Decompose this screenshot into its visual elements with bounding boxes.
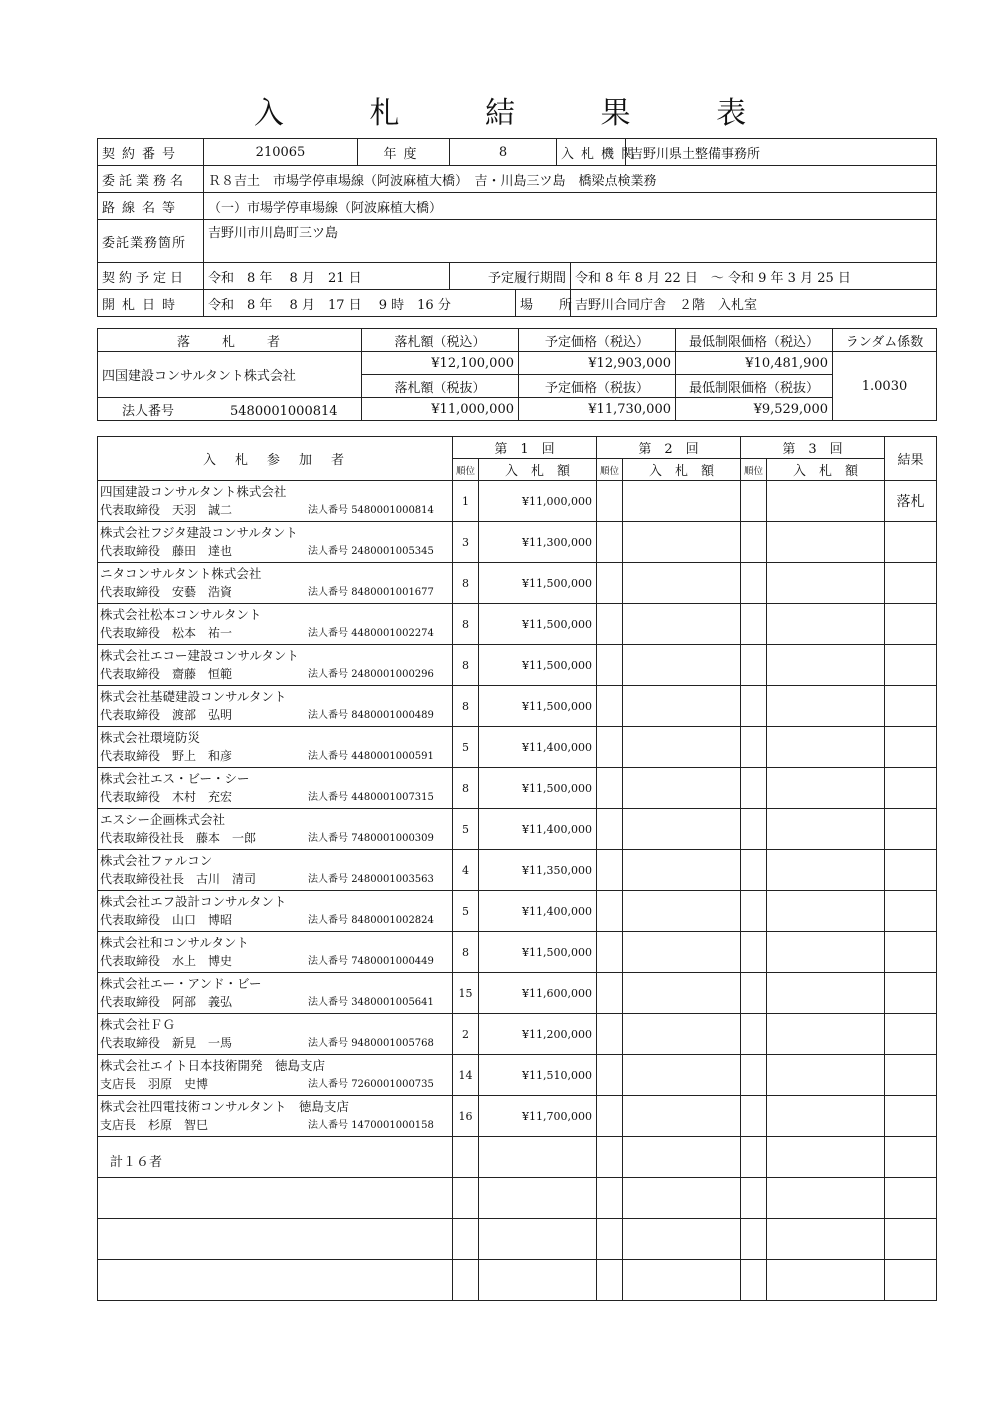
contract-no-label: 契約番号 xyxy=(98,139,204,166)
participant-cell xyxy=(98,645,453,686)
round3-amount xyxy=(767,891,885,932)
corp-number-value: 2480001003563 xyxy=(351,874,434,885)
table-row xyxy=(98,973,937,1014)
result-cell xyxy=(885,727,937,768)
corp-number xyxy=(308,829,434,848)
round3-amount xyxy=(767,1014,885,1055)
round3-rank xyxy=(741,850,767,891)
company-name: 株式会社エイト日本技術開発 徳島支店 xyxy=(100,1058,326,1073)
result-cell xyxy=(885,932,937,973)
round1-rank: 8 xyxy=(453,932,479,973)
corp-number-value: 4480001007315 xyxy=(351,792,434,803)
representative-name: 代表取締役 野上 和彦 xyxy=(100,749,233,763)
location-value: 吉野川市川島町三ツ島 xyxy=(204,220,937,263)
round2-rank xyxy=(597,973,623,1014)
round1-rank: 4 xyxy=(453,850,479,891)
round2-rank xyxy=(597,850,623,891)
result-cell xyxy=(885,686,937,727)
representative-name: 代表取締役 天羽 誠二 xyxy=(100,503,233,517)
corp-number-value: 1470001000158 xyxy=(351,1120,434,1131)
representative xyxy=(100,870,450,889)
opening-label: 開札日時 xyxy=(98,290,204,317)
round1-rank: 8 xyxy=(453,686,479,727)
winner-name: 四国建設コンサルタント株式会社 xyxy=(98,352,362,398)
round3-rank xyxy=(741,563,767,604)
participant-cell xyxy=(98,727,453,768)
representative-name: 代表取締役 木村 充宏 xyxy=(100,790,233,804)
representative-name: 代表取締役社長 古川 清司 xyxy=(100,872,257,886)
representative xyxy=(100,788,450,807)
location-label: 委託業務箇所 xyxy=(98,220,204,263)
table-row xyxy=(98,686,937,727)
company-name: 株式会社和コンサルタント xyxy=(100,935,249,950)
participant-cell xyxy=(98,809,453,850)
result-cell xyxy=(885,809,937,850)
corp-number-value: 8480001001677 xyxy=(351,587,434,598)
company-name: 株式会社エコー建設コンサルタント xyxy=(100,648,299,663)
representative xyxy=(100,911,450,930)
corp-number-label: 法人番号 xyxy=(308,997,348,1008)
corp-number-label: 法人番号 xyxy=(308,669,348,680)
table-row xyxy=(98,809,937,850)
round3-amount xyxy=(767,809,885,850)
min-tax-ex: ¥9,529,000 xyxy=(676,398,833,421)
round1-amount: ¥11,500,000 xyxy=(479,645,597,686)
company-name: 株式会社ファルコン xyxy=(100,853,213,868)
corp-number-label: 法人番号 xyxy=(308,956,348,967)
contract-date-label: 契約予定日 xyxy=(98,263,204,290)
round3-rank xyxy=(741,481,767,522)
participant-cell xyxy=(98,1055,453,1096)
round1-amount: ¥11,300,000 xyxy=(479,522,597,563)
corp-number xyxy=(308,788,434,807)
rank-header: 順位 xyxy=(741,459,767,481)
representative xyxy=(100,583,450,602)
corp-number-label: 法人番号 xyxy=(308,710,348,721)
round1-header: 第 1 回 xyxy=(453,437,597,459)
table-row xyxy=(98,1055,937,1096)
table-row xyxy=(98,1096,937,1137)
round3-rank xyxy=(741,645,767,686)
representative xyxy=(100,829,450,848)
round3-rank xyxy=(741,973,767,1014)
corp-number xyxy=(308,1116,434,1135)
bid-tax-ex-label: 落札額（税抜） xyxy=(362,375,519,398)
representative-name: 代表取締役 新見 一馬 xyxy=(100,1036,233,1050)
round2-amount xyxy=(623,1096,741,1137)
company-name: エスシー企画株式会社 xyxy=(100,812,226,827)
participant-cell xyxy=(98,768,453,809)
round1-amount: ¥11,500,000 xyxy=(479,932,597,973)
planned-tax-in: ¥12,903,000 xyxy=(519,352,676,375)
round3-amount xyxy=(767,932,885,973)
work-name: Ｒ８吉土 市場学停車場線（阿波麻植大橋） 吉・川島三ツ島 橋梁点検業務 xyxy=(204,166,937,193)
corp-number-label: 法人番号 xyxy=(308,792,348,803)
round3-amount xyxy=(767,563,885,604)
round1-rank: 5 xyxy=(453,727,479,768)
corp-number xyxy=(308,583,434,602)
representative xyxy=(100,1116,450,1135)
representative-name: 代表取締役社長 藤本 一郎 xyxy=(100,831,257,845)
round3-rank xyxy=(741,891,767,932)
table-row xyxy=(98,522,937,563)
representative xyxy=(100,624,450,643)
round2-amount xyxy=(623,891,741,932)
round2-rank xyxy=(597,686,623,727)
corp-number xyxy=(308,501,434,520)
round1-rank: 14 xyxy=(453,1055,479,1096)
corp-number-label: 法人番号 xyxy=(308,505,348,516)
corp-number-label: 法人番号 xyxy=(308,833,348,844)
participant-cell xyxy=(98,563,453,604)
participant-cell xyxy=(98,1014,453,1055)
round2-amount xyxy=(623,481,741,522)
round1-amount: ¥11,350,000 xyxy=(479,850,597,891)
round3-rank xyxy=(741,1014,767,1055)
round2-amount xyxy=(623,850,741,891)
representative xyxy=(100,747,450,766)
round2-amount xyxy=(623,563,741,604)
representative-name: 代表取締役 松本 祐一 xyxy=(100,626,233,640)
company-name: 株式会社四電技術コンサルタント 徳島支店 xyxy=(100,1099,349,1114)
representative xyxy=(100,542,450,561)
corp-number xyxy=(308,1075,434,1094)
corp-number-value: 9480001005768 xyxy=(351,1038,434,1049)
participant-cell xyxy=(98,522,453,563)
result-cell xyxy=(885,645,937,686)
round2-amount xyxy=(623,604,741,645)
period-label: 予定履行期間 xyxy=(450,263,571,290)
agency-label: 入札機関 xyxy=(557,139,626,166)
representative xyxy=(100,952,450,971)
amount-header: 入 札 額 xyxy=(479,459,597,481)
amount-header: 入 札 額 xyxy=(767,459,885,481)
corp-number xyxy=(308,624,434,643)
round3-rank xyxy=(741,932,767,973)
round3-amount xyxy=(767,522,885,563)
round1-rank: 5 xyxy=(453,809,479,850)
representative-name: 代表取締役 渡部 弘明 xyxy=(100,708,233,722)
rank-header: 順位 xyxy=(453,459,479,481)
round3-amount xyxy=(767,604,885,645)
representative-name: 支店長 杉原 智巳 xyxy=(100,1118,209,1132)
corp-number xyxy=(308,952,434,971)
company-name: 株式会社松本コンサルタント xyxy=(100,607,262,622)
result-cell xyxy=(885,891,937,932)
round1-rank: 8 xyxy=(453,645,479,686)
corp-number xyxy=(308,706,434,725)
round3-amount xyxy=(767,1096,885,1137)
round3-rank xyxy=(741,1055,767,1096)
period-value: 令和 8 年 8 月 22 日 ～ 令和 9 年 3 月 25 日 xyxy=(571,263,937,290)
participant-cell xyxy=(98,686,453,727)
round2-rank xyxy=(597,1055,623,1096)
planned-tax-ex: ¥11,730,000 xyxy=(519,398,676,421)
representative-name: 代表取締役 藤田 達也 xyxy=(100,544,233,558)
corp-number xyxy=(308,993,434,1012)
corp-number-value: 4480001000591 xyxy=(351,751,434,762)
round3-amount xyxy=(767,973,885,1014)
round2-amount xyxy=(623,973,741,1014)
agency-value: 吉野川県土整備事務所 xyxy=(626,139,937,166)
round1-amount: ¥11,700,000 xyxy=(479,1096,597,1137)
corp-number-value: 3480001005641 xyxy=(351,997,434,1008)
corp-number-value: 4480001002274 xyxy=(351,628,434,639)
contract-info-table xyxy=(97,138,937,317)
result-cell: 落札 xyxy=(885,481,937,522)
result-cell xyxy=(885,973,937,1014)
round1-amount: ¥11,500,000 xyxy=(479,563,597,604)
min-tax-in-label: 最低制限価格（税込） xyxy=(676,329,833,352)
round3-rank xyxy=(741,604,767,645)
round2-amount xyxy=(623,1014,741,1055)
round1-amount: ¥11,500,000 xyxy=(479,768,597,809)
corp-no-value: 5480001000814 xyxy=(230,403,338,419)
participant-cell xyxy=(98,932,453,973)
corp-number-label: 法人番号 xyxy=(308,1038,348,1049)
company-name: 株式会社エフ設計コンサルタント xyxy=(100,894,287,909)
representative xyxy=(100,1034,450,1053)
corp-number xyxy=(308,747,434,766)
round1-amount: ¥11,400,000 xyxy=(479,809,597,850)
result-cell xyxy=(885,768,937,809)
representative-name: 支店長 羽原 史博 xyxy=(100,1077,209,1091)
corp-number-value: 7260001000735 xyxy=(351,1079,434,1090)
company-name: 四国建設コンサルタント株式会社 xyxy=(100,484,287,499)
corp-number xyxy=(308,665,434,684)
round3-amount xyxy=(767,481,885,522)
round2-amount xyxy=(623,686,741,727)
round3-amount xyxy=(767,686,885,727)
table-row xyxy=(98,768,937,809)
round2-rank xyxy=(597,809,623,850)
round2-rank xyxy=(597,1014,623,1055)
round3-amount xyxy=(767,768,885,809)
round2-amount xyxy=(623,932,741,973)
round3-rank xyxy=(741,522,767,563)
table-row xyxy=(98,891,937,932)
amount-header: 入 札 額 xyxy=(623,459,741,481)
participant-cell xyxy=(98,850,453,891)
result-cell xyxy=(885,604,937,645)
corp-number-value: 8480001002824 xyxy=(351,915,434,926)
participant-cell xyxy=(98,973,453,1014)
contract-no: 210065 xyxy=(204,139,358,166)
result-cell xyxy=(885,1014,937,1055)
corp-number xyxy=(308,911,434,930)
corp-number-label: 法人番号 xyxy=(308,915,348,926)
round3-amount xyxy=(767,1055,885,1096)
result-cell xyxy=(885,522,937,563)
award-table xyxy=(97,328,937,421)
round3-rank xyxy=(741,809,767,850)
participant-total: 計１６者 xyxy=(98,1137,453,1178)
corp-number-label: 法人番号 xyxy=(308,1079,348,1090)
round1-rank: 16 xyxy=(453,1096,479,1137)
participant-cell xyxy=(98,481,453,522)
round2-amount xyxy=(623,1055,741,1096)
bid-tax-in: ¥12,100,000 xyxy=(362,352,519,375)
planned-tax-ex-label: 予定価格（税抜） xyxy=(519,375,676,398)
table-row xyxy=(98,604,937,645)
contract-date: 令和 8 年 8 月 21 日 xyxy=(204,263,450,290)
representative xyxy=(100,665,450,684)
round2-amount xyxy=(623,768,741,809)
round3-amount xyxy=(767,727,885,768)
company-name: 株式会社基礎建設コンサルタント xyxy=(100,689,287,704)
work-name-label: 委託業務名 xyxy=(98,166,204,193)
round1-amount: ¥11,500,000 xyxy=(479,604,597,645)
representative-name: 代表取締役 齋藤 恒範 xyxy=(100,667,233,681)
round1-amount: ¥11,200,000 xyxy=(479,1014,597,1055)
round2-rank xyxy=(597,522,623,563)
winner-label: 落 札 者 xyxy=(98,329,362,352)
result-cell xyxy=(885,850,937,891)
corp-number xyxy=(308,542,434,561)
round2-rank xyxy=(597,1096,623,1137)
round1-rank: 8 xyxy=(453,604,479,645)
round1-rank: 2 xyxy=(453,1014,479,1055)
representative xyxy=(100,1075,450,1094)
random-value: 1.0030 xyxy=(833,352,937,421)
company-name: 株式会社エー・アンド・ビー xyxy=(100,976,262,991)
corp-number xyxy=(308,870,434,889)
company-name: 株式会社ＦＧ xyxy=(100,1017,176,1032)
corp-number-value: 2480001005345 xyxy=(351,546,434,557)
round2-amount xyxy=(623,522,741,563)
company-name: 株式会社環境防災 xyxy=(100,730,201,745)
round1-amount: ¥11,400,000 xyxy=(479,891,597,932)
round1-rank: 5 xyxy=(453,891,479,932)
representative-name: 代表取締役 安藝 浩資 xyxy=(100,585,233,599)
result-cell xyxy=(885,1096,937,1137)
round1-amount: ¥11,000,000 xyxy=(479,481,597,522)
table-row xyxy=(98,645,937,686)
round1-amount: ¥11,400,000 xyxy=(479,727,597,768)
round2-rank xyxy=(597,768,623,809)
rank-header: 順位 xyxy=(597,459,623,481)
round2-rank xyxy=(597,604,623,645)
corp-number-value: 2480001000296 xyxy=(351,669,434,680)
planned-tax-in-label: 予定価格（税込） xyxy=(519,329,676,352)
representative-name: 代表取締役 水上 博史 xyxy=(100,954,233,968)
round1-rank: 8 xyxy=(453,563,479,604)
min-tax-ex-label: 最低制限価格（税抜） xyxy=(676,375,833,398)
result-cell xyxy=(885,563,937,604)
corp-number-label: 法人番号 xyxy=(308,628,348,639)
round3-rank xyxy=(741,1096,767,1137)
random-label: ランダム係数 xyxy=(833,329,937,352)
corp-number-value: 5480001000814 xyxy=(351,505,434,516)
company-name: 株式会社フジタ建設コンサルタント xyxy=(100,525,298,540)
corp-number xyxy=(308,1034,434,1053)
round1-rank: 3 xyxy=(453,522,479,563)
round3-rank xyxy=(741,686,767,727)
round3-header: 第 3 回 xyxy=(741,437,885,459)
table-row xyxy=(98,850,937,891)
place-value: 吉野川合同庁舎 ２階 入札室 xyxy=(571,290,937,317)
round3-amount xyxy=(767,645,885,686)
company-name: ニタコンサルタント株式会社 xyxy=(100,566,262,581)
table-row xyxy=(98,563,937,604)
round1-rank: 1 xyxy=(453,481,479,522)
result-header: 結果 xyxy=(885,437,937,481)
round2-amount xyxy=(623,645,741,686)
round2-amount xyxy=(623,727,741,768)
company-name: 株式会社エス・ビー・シー xyxy=(100,771,250,786)
corp-number-label: 法人番号 xyxy=(308,546,348,557)
representative xyxy=(100,706,450,725)
round2-rank xyxy=(597,891,623,932)
participant-cell xyxy=(98,891,453,932)
winner-corp-no xyxy=(98,398,362,421)
round2-rank xyxy=(597,563,623,604)
year-value: 8 xyxy=(450,139,557,166)
representative xyxy=(100,501,450,520)
bid-tax-ex: ¥11,000,000 xyxy=(362,398,519,421)
corp-number-label: 法人番号 xyxy=(308,874,348,885)
round1-rank: 8 xyxy=(453,768,479,809)
round1-amount: ¥11,500,000 xyxy=(479,686,597,727)
year-label: 年度 xyxy=(358,139,450,166)
round2-amount xyxy=(623,809,741,850)
table-row xyxy=(98,1014,937,1055)
participant-cell xyxy=(98,604,453,645)
round2-rank xyxy=(597,481,623,522)
min-tax-in: ¥10,481,900 xyxy=(676,352,833,375)
page-title: 入 札 結 果 表 xyxy=(253,96,785,131)
table-row xyxy=(98,932,937,973)
round3-rank xyxy=(741,768,767,809)
round1-amount: ¥11,510,000 xyxy=(479,1055,597,1096)
round3-amount xyxy=(767,850,885,891)
corp-number-value: 7480001000309 xyxy=(351,833,434,844)
result-cell xyxy=(885,1055,937,1096)
round2-rank xyxy=(597,932,623,973)
round2-header: 第 2 回 xyxy=(597,437,741,459)
round2-rank xyxy=(597,727,623,768)
corp-no-label: 法人番号 xyxy=(122,403,175,419)
bid-tax-in-label: 落札額（税込） xyxy=(362,329,519,352)
table-row xyxy=(98,727,937,768)
representative-name: 代表取締役 山口 博昭 xyxy=(100,913,233,927)
round2-rank xyxy=(597,645,623,686)
corp-number-label: 法人番号 xyxy=(308,587,348,598)
corp-number-label: 法人番号 xyxy=(308,751,348,762)
corp-number-value: 7480001000449 xyxy=(351,956,434,967)
bid-results-table xyxy=(97,436,937,1301)
route-value: （一）市場学停車場線（阿波麻植大橋） xyxy=(204,193,937,220)
round1-amount: ¥11,600,000 xyxy=(479,973,597,1014)
opening-datetime: 令和 8 年 8 月 17 日 9 時 16 分 xyxy=(204,290,516,317)
corp-number-value: 8480001000489 xyxy=(351,710,434,721)
representative-name: 代表取締役 阿部 義弘 xyxy=(100,995,233,1009)
round3-rank xyxy=(741,727,767,768)
representative xyxy=(100,993,450,1012)
participant-cell xyxy=(98,1096,453,1137)
participants-header: 入 札 参 加 者 xyxy=(98,437,453,481)
corp-number-label: 法人番号 xyxy=(308,1120,348,1131)
route-label: 路線名等 xyxy=(98,193,204,220)
place-label: 場 所 xyxy=(516,290,571,317)
round1-rank: 15 xyxy=(453,973,479,1014)
table-row xyxy=(98,481,937,522)
